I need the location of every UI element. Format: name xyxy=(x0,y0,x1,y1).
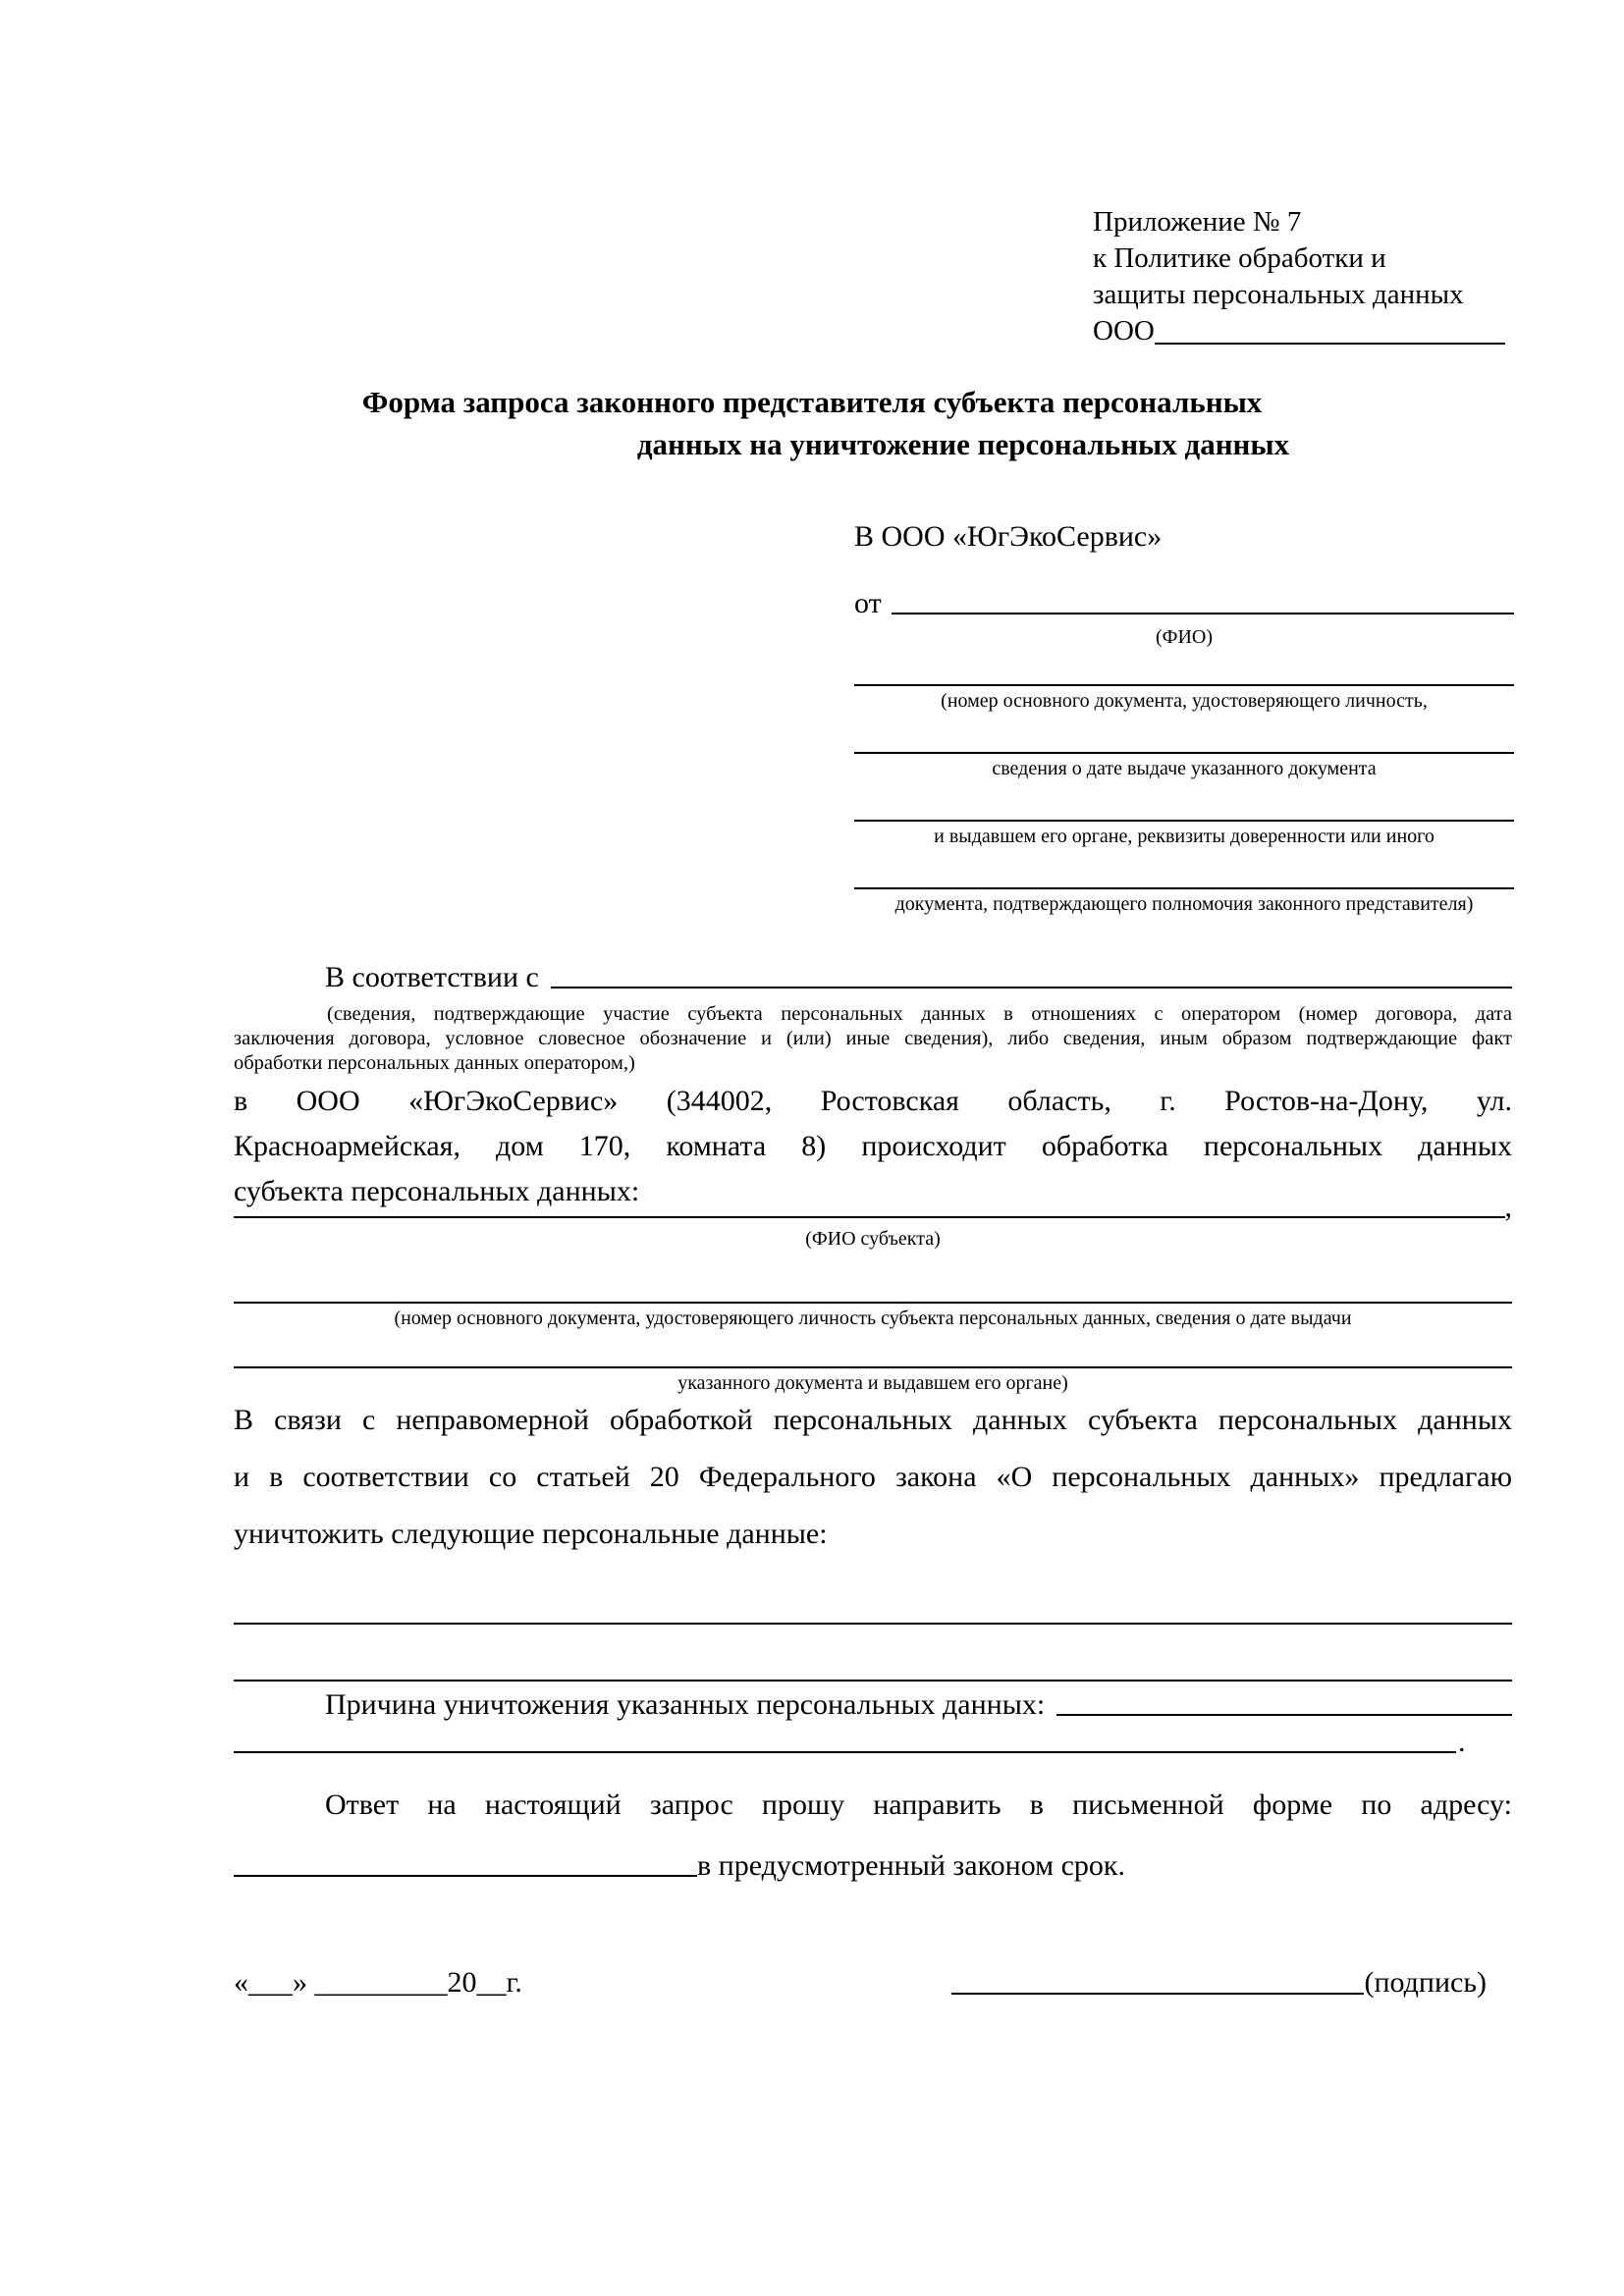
request-line-1: В связи с неправомерной обработкой персональных данных субъекта персональных данных xyxy=(234,1404,1512,1436)
subject-block xyxy=(234,1192,1512,1394)
appendix-line-2: к Политике обработки и xyxy=(1093,242,1386,274)
document-title xyxy=(0,381,1624,465)
addressee-block xyxy=(854,520,1514,915)
doc-blank-line-2 xyxy=(854,752,1514,754)
subject-doc-caption-1: (номер основного документа, удостоверяющего личность субъекта персональных данных, сведения о дате выдачи xyxy=(394,1308,1352,1329)
title-line-1: Форма запроса законного представителя субъекта персональных xyxy=(361,385,1263,419)
appendix-ooo-line xyxy=(1093,313,1505,349)
reason-trailing-period: . xyxy=(1458,1726,1466,1758)
date-template: «___» _________20__г. xyxy=(234,1966,522,1999)
doc-caption-2: сведения о дате выдаче указанного документа xyxy=(992,758,1377,779)
reason-prefix: Причина уничтожения указанных персональных данных: xyxy=(325,1688,1046,1721)
note-line-1: (сведения, подтверждающие участие субъекта персональных данных в отношениях с оператором (номер договора, дата xyxy=(327,1003,1512,1025)
from-prefix: от xyxy=(854,587,882,619)
subject-doc-blank-line-2 xyxy=(234,1366,1512,1368)
operator-line-3: субъекта персональных данных: xyxy=(234,1175,640,1207)
doc-caption-1: (номер основного документа, удостоверяющего личность, xyxy=(941,690,1428,712)
reason-blank-line xyxy=(1056,1714,1512,1716)
accordance-note xyxy=(234,1002,1512,1076)
reason-continuation-row xyxy=(234,1727,1512,1759)
note-line-2: заключения договора, условное словесное обозначение и (или) иные сведения), либо сведения, иным образом подтверждающие факт xyxy=(234,1028,1512,1049)
accordance-prefix: В соответствии с xyxy=(325,961,539,993)
appendix-line-3: защиты персональных данных xyxy=(1093,279,1464,310)
data-blank-line-1 xyxy=(234,1623,1512,1625)
operator-line-1: в ООО «ЮгЭкоСервис» (344002, Ростовская область, г. Ростов-на-Дону, ул. xyxy=(234,1085,1512,1117)
ooo-blank-line xyxy=(1155,343,1505,345)
accordance-row xyxy=(234,962,1512,994)
title-line-2: данных на уничтожение персональных данных xyxy=(636,427,1290,461)
data-blank-line-2 xyxy=(234,1680,1512,1682)
subject-doc-caption-2: указанного документа и выдавшем его органе) xyxy=(677,1372,1068,1394)
doc-blank-line-4 xyxy=(854,887,1514,889)
doc-caption-4: документа, подтверждающего полномочия законного представителя) xyxy=(894,893,1474,915)
answer-line-1: Ответ на настоящий запрос прошу направить в письменной форме по адресу: xyxy=(325,1789,1512,1821)
ooo-prefix: ООО xyxy=(1093,315,1155,347)
signature-blank-line xyxy=(951,1993,1364,1995)
addressee-to: В ООО «ЮгЭкоСервис» xyxy=(854,520,1163,553)
request-paragraph xyxy=(234,1392,1512,1563)
reason-blank-line-2 xyxy=(234,1751,1456,1753)
subject-fio-blank-line xyxy=(234,1216,1505,1218)
doc-blank-line-3 xyxy=(854,820,1514,822)
from-blank-line xyxy=(892,613,1514,614)
answer-address-blank-line xyxy=(234,1875,697,1877)
reason-row xyxy=(234,1690,1512,1722)
subject-fio-caption: (ФИО субъекта) xyxy=(805,1228,941,1250)
subject-fio-row xyxy=(234,1192,1512,1224)
fio-caption: (ФИО) xyxy=(1155,626,1213,648)
doc-caption-3: и выдавшем его органе, реквизиты доверенности или иного xyxy=(934,826,1435,847)
operator-line-2: Красноармейская, дом 170, комната 8) происходит обработка персональных данных xyxy=(234,1130,1512,1162)
subject-trailing-comma: , xyxy=(1504,1191,1512,1223)
appendix-line-1: Приложение № 7 xyxy=(1093,206,1302,238)
doc-blank-line-1 xyxy=(854,684,1514,686)
signature-caption: (подпись) xyxy=(1364,1966,1487,1999)
request-line-3: уничтожить следующие персональные данные: xyxy=(234,1518,828,1550)
appendix-header xyxy=(1093,204,1505,349)
subject-doc-blank-line-1 xyxy=(234,1302,1512,1304)
answer-line-2-text: в предусмотренный законом срок. xyxy=(697,1849,1125,1882)
footer-row xyxy=(234,1966,1487,2000)
answer-line-2 xyxy=(234,1849,1512,1883)
accordance-blank-line xyxy=(551,987,1512,988)
addressee-from-row xyxy=(854,589,1514,620)
signature-area xyxy=(951,1966,1487,2000)
note-line-3: обработки персональных данных оператором,) xyxy=(234,1052,635,1074)
accordance-section xyxy=(234,962,1512,994)
request-line-2: и в соответствии со статьей 20 Федерального закона «О персональных данных» предлагаю xyxy=(234,1461,1512,1493)
